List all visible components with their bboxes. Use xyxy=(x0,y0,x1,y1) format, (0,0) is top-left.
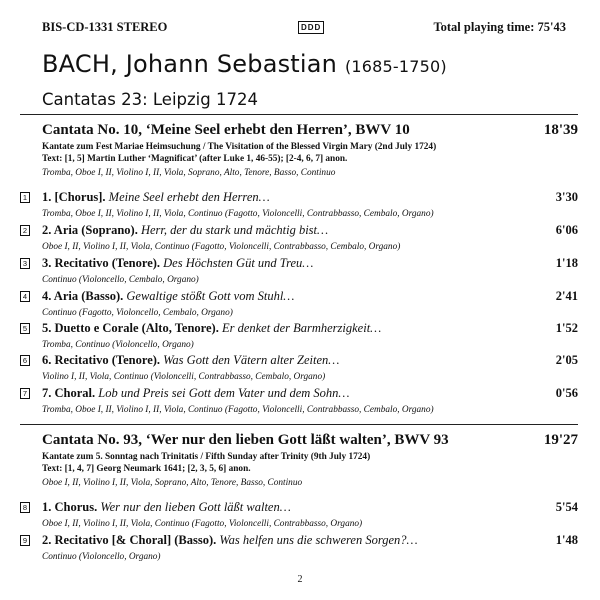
cantata-occasion: Kantate zum 5. Sonntag nach Trinitatis / Fifth Sunday after Trinity (9th July 1724) xyxy=(42,452,371,462)
track-duration: 2'41 xyxy=(555,289,578,303)
composer-heading xyxy=(42,50,447,78)
track-number-box: 5 xyxy=(20,323,30,334)
track-instruments: Continuo (Violoncello, Cembalo, Organo) xyxy=(42,275,199,285)
track-instruments: Tromba, Continuo (Violoncello, Organo) xyxy=(42,340,194,350)
track-instruments: Tromba, Oboe I, II, Violino I, II, Viola, Continuo (Fagotto, Violoncelli, Contrabbasso, Cembalo, Organo) xyxy=(42,405,434,415)
track-number-box: 7 xyxy=(20,388,30,399)
track-number-box: 3 xyxy=(20,258,30,269)
track-title: 2. Recitativo [& Choral] (Basso). Was helfen uns die schweren Sorgen?… xyxy=(42,533,418,547)
track-instruments: Oboe I, II, Violino I, II, Viola, Continuo (Fagotto, Violoncelli, Contrabbasso, Cembalo, Organo) xyxy=(42,242,401,252)
track-instruments: Continuo (Violoncello, Organo) xyxy=(42,552,161,562)
cantata-text-source: Text: [1, 4, 7] Georg Neumark 1641; [2, 3, 5, 6] anon. xyxy=(42,464,251,474)
track-title: 1. [Chorus]. Meine Seel erhebt den Herren… xyxy=(42,190,270,204)
track-title: 4. Aria (Basso). Gewaltige stößt Gott vom Stuhl… xyxy=(42,289,295,303)
album-subtitle: Cantatas 23: Leipzig 1724 xyxy=(42,90,258,109)
track-row xyxy=(20,190,578,224)
track-row xyxy=(20,353,578,387)
catalog-number: BIS-CD-1331 STEREO xyxy=(42,20,168,34)
track-title: 6. Recitativo (Tenore). Was Gott den Vätern alter Zeiten… xyxy=(42,353,340,367)
divider xyxy=(20,424,578,425)
track-duration: 6'06 xyxy=(555,223,578,237)
cantata-duration: 18'39 xyxy=(543,122,578,138)
cantata-header xyxy=(42,432,578,492)
track-duration: 2'05 xyxy=(555,353,578,367)
track-number-box: 2 xyxy=(20,225,30,236)
cantata-header xyxy=(42,122,578,182)
track-title: 2. Aria (Soprano). Herr, der du stark und mächtig bist… xyxy=(42,223,329,237)
track-title: 7. Choral. Lob und Preis sei Gott dem Vater und dem Sohn… xyxy=(42,386,350,400)
cantata-text-source: Text: [1, 5] Martin Luther ‘Magnificat’ (after Luke 1, 46-55); [2-4, 6, 7] anon. xyxy=(42,154,348,164)
track-row xyxy=(20,321,578,355)
track-instruments: Violino I, II, Viola, Continuo (Violoncelli, Contrabbasso, Cembalo, Organo) xyxy=(42,372,326,382)
track-number-box: 6 xyxy=(20,355,30,366)
track-row xyxy=(20,256,578,290)
track-title: 5. Duetto e Corale (Alto, Tenore). Er denket der Barmherzigkeit… xyxy=(42,321,382,335)
page-number: 2 xyxy=(297,574,303,585)
track-duration: 1'18 xyxy=(555,256,578,270)
track-duration: 1'48 xyxy=(555,533,578,547)
track-title: 3. Recitativo (Tenore). Des Höchsten Güt und Treu… xyxy=(42,256,314,270)
cantata-instruments: Oboe I, II, Violino I, II, Viola, Soprano, Alto, Tenore, Basso, Continuo xyxy=(42,478,303,488)
page-header xyxy=(42,20,566,36)
cantata-title: Cantata No. 10, ‘Meine Seel erhebt den Herren’, BWV 10 xyxy=(42,122,410,138)
track-row xyxy=(20,533,578,567)
cantata-title: Cantata No. 93, ‘Wer nur den lieben Gott läßt walten’, BWV 93 xyxy=(42,432,449,448)
track-row xyxy=(20,386,578,420)
track-instruments: Tromba, Oboe I, II, Violino I, II, Viola, Continuo (Fagotto, Violoncelli, Contrabbasso, Cembalo, Organo) xyxy=(42,209,434,219)
cantata-occasion: Kantate zum Fest Mariae Heimsuchung / The Visitation of the Blessed Virgin Mary (2nd July 1724) xyxy=(42,142,437,152)
track-instruments: Continuo (Fagotto, Violoncello, Cembalo, Organo) xyxy=(42,308,233,318)
track-number-box: 8 xyxy=(20,502,30,513)
track-duration: 0'56 xyxy=(555,386,578,400)
track-duration: 3'30 xyxy=(555,190,578,204)
composer-name: BACH, Johann Sebastian xyxy=(42,50,338,78)
track-number-box: 1 xyxy=(20,192,30,203)
track-number-box: 9 xyxy=(20,535,30,546)
track-title: 1. Chorus. Wer nur den lieben Gott läßt walten… xyxy=(42,500,291,514)
total-playing-time: Total playing time: 75'43 xyxy=(433,20,566,34)
track-duration: 1'52 xyxy=(555,321,578,335)
track-instruments: Oboe I, II, Violino I, II, Viola, Continuo (Fagotto, Violoncelli, Contrabbasso, Organo) xyxy=(42,519,363,529)
track-number-box: 4 xyxy=(20,291,30,302)
cantata-instruments: Tromba, Oboe I, II, Violino I, II, Viola, Soprano, Alto, Tenore, Basso, Continuo xyxy=(42,168,336,178)
track-row xyxy=(20,223,578,257)
track-row xyxy=(20,289,578,323)
cantata-duration: 19'27 xyxy=(543,432,578,448)
ddd-badge: DDD xyxy=(298,21,324,34)
track-duration: 5'54 xyxy=(555,500,578,514)
track-row xyxy=(20,500,578,534)
composer-dates: (1685-1750) xyxy=(344,57,447,76)
divider xyxy=(20,114,578,115)
